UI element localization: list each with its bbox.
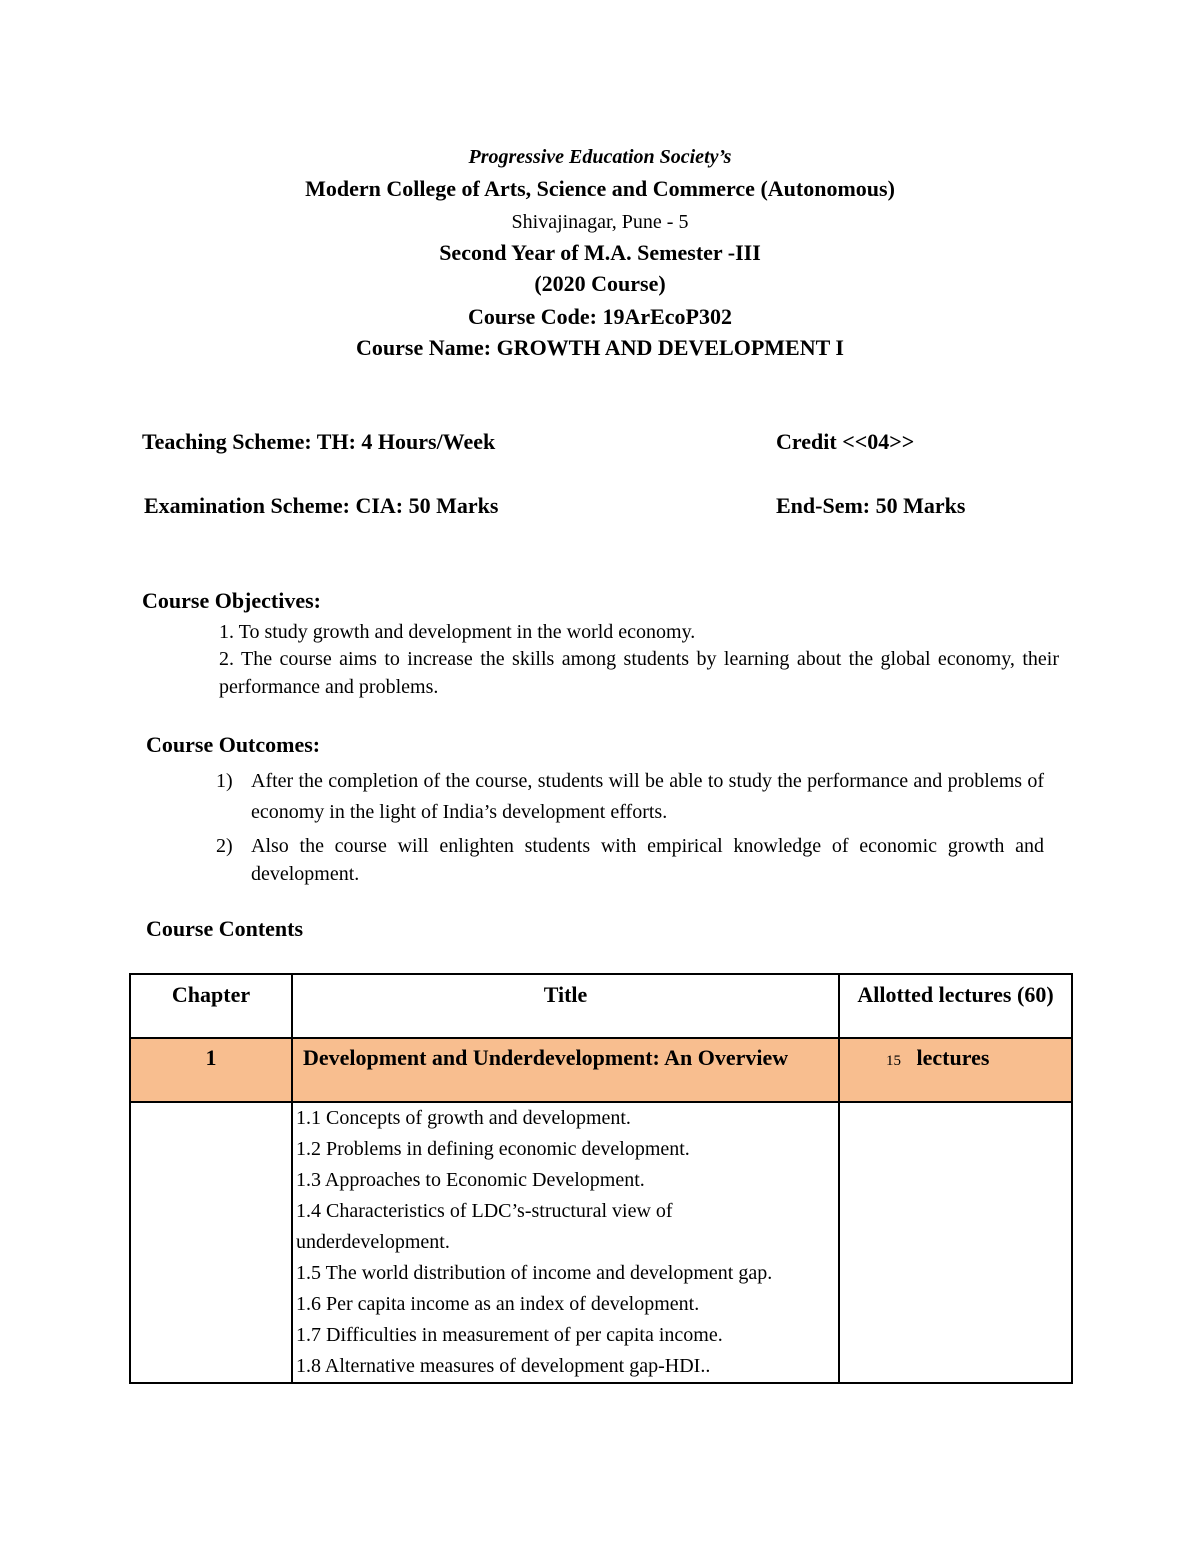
outcomes-heading: Course Outcomes: (146, 732, 321, 757)
empty-cell (839, 1102, 1072, 1383)
list-item (293, 1196, 830, 1258)
list-item: 1.2 Problems in defining economic development. (296, 1138, 690, 1160)
society-name: Progressive Education Society’s (468, 146, 732, 168)
college-location: Shivajinagar, Pune - 5 (511, 211, 689, 233)
subtopics-row (130, 1102, 1072, 1383)
col-header-title: Title (292, 974, 839, 1038)
list-item: 1.5 The world distribution of income and development gap. (296, 1262, 773, 1284)
col-header-chapter: Chapter (130, 974, 292, 1038)
course-year: (2020 Course) (534, 271, 666, 296)
outcome-text: After the completion of the course, students will be able to study the performance and problems of economy in the light of India’s development efforts. (251, 770, 1044, 823)
outcome-number: 2) (216, 835, 233, 857)
objectives-heading: Course Objectives: (142, 588, 322, 613)
chapter-number: 1 (130, 1038, 292, 1102)
program-title: Second Year of M.A. Semester -III (439, 240, 761, 265)
list-item: 1.3 Approaches to Economic Development. (296, 1169, 645, 1191)
college-name: Modern College of Arts, Science and Commerce (Autonomous) (305, 176, 895, 201)
outcome-number: 1) (216, 770, 233, 792)
objective-item: 1. To study growth and development in the world economy. (219, 621, 696, 643)
course-code: Course Code: 19ArEcoP302 (468, 304, 732, 329)
outcome-text: Also the course will enlighten students with empirical knowledge of economic growth and development. (251, 835, 1044, 885)
chapter-title: Development and Underdevelopment: An Overview (292, 1038, 839, 1102)
list-item: 1.7 Difficulties in measurement of per capita income. (296, 1324, 723, 1346)
list-item: 1.6 Per capita income as an index of development. (296, 1293, 700, 1315)
lectures-count: 15 (886, 1053, 901, 1069)
lectures-label: lectures (916, 1045, 990, 1070)
course-name: Course Name: GROWTH AND DEVELOPMENT I (356, 335, 844, 360)
list-item: 1.8 Alternative measures of development gap-HDI.. (296, 1355, 711, 1377)
end-sem-marks: End-Sem: 50 Marks (776, 493, 966, 518)
examination-scheme: Examination Scheme: CIA: 50 Marks (144, 493, 499, 518)
list-item-text: 1.4 Characteristics of LDC’s-structural view of underdevelopment. (296, 1200, 673, 1253)
course-contents-table (129, 973, 1073, 1384)
teaching-scheme: Teaching Scheme: TH: 4 Hours/Week (142, 429, 496, 454)
col-header-lectures: Allotted lectures (60) (839, 974, 1072, 1038)
subtopics-cell (292, 1102, 839, 1383)
objective-item: 2. The course aims to increase the skills among students by learning about the global economy, their performance and problems. (219, 648, 1059, 698)
contents-heading: Course Contents (146, 916, 304, 941)
chapter-row (130, 1038, 1072, 1102)
list-item: 1.1 Concepts of growth and development. (296, 1107, 631, 1129)
credit: Credit <<04>> (776, 429, 915, 454)
table-header-row (130, 974, 1072, 1038)
chapter-lectures (839, 1038, 1072, 1102)
empty-cell (130, 1102, 292, 1383)
